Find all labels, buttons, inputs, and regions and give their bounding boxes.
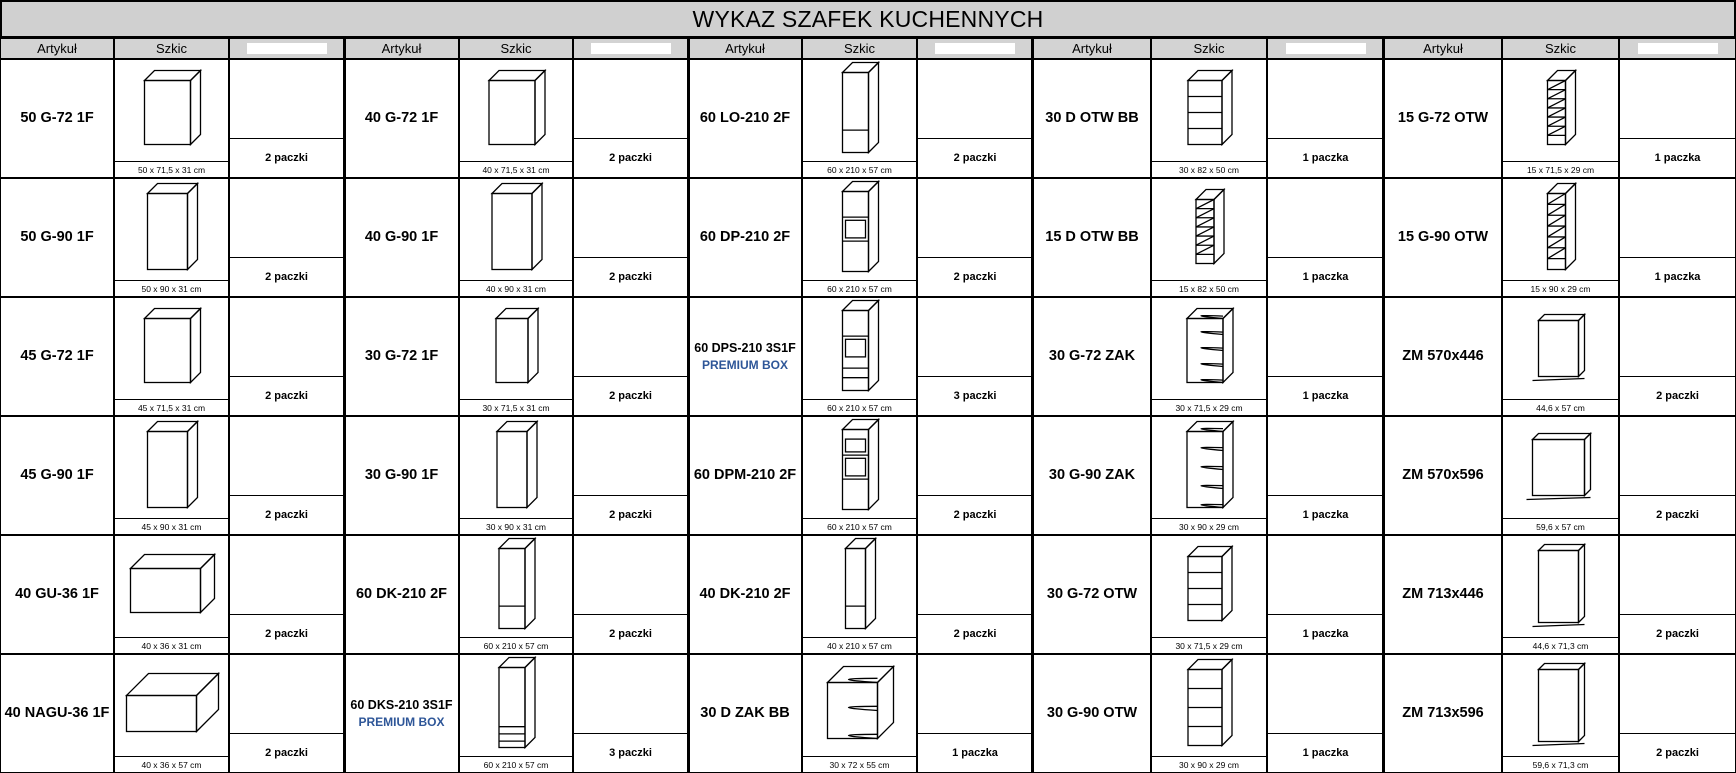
header-label: Artykuł bbox=[1423, 41, 1463, 56]
sketch-cell bbox=[459, 178, 573, 297]
article-name-cell bbox=[688, 535, 802, 654]
dimensions-label: 15 x 82 x 50 cm bbox=[1152, 280, 1266, 296]
packages-cell bbox=[1267, 178, 1384, 297]
article-name-cell bbox=[1384, 178, 1502, 297]
article-name: 60 LO-210 2F bbox=[699, 110, 791, 126]
dimensions-label: 44,6 x 57 cm bbox=[1503, 399, 1618, 415]
packages-cell bbox=[573, 535, 688, 654]
article-name-cell bbox=[688, 654, 802, 773]
sketch-cell bbox=[459, 297, 573, 416]
packages-count: 2 paczki bbox=[609, 390, 652, 402]
packages-count: 2 paczki bbox=[265, 271, 308, 283]
header-label: Szkic bbox=[843, 41, 876, 56]
article-name: 50 G-72 1F bbox=[20, 110, 94, 126]
article-name-cell bbox=[688, 178, 802, 297]
dimensions-label: 40 x 36 x 31 cm bbox=[115, 637, 228, 653]
dimensions-label: 15 x 90 x 29 cm bbox=[1503, 280, 1618, 296]
sketch-cell bbox=[459, 59, 573, 178]
article-name: 60 DKS-210 3S1F bbox=[350, 697, 453, 712]
packages-cell bbox=[229, 178, 344, 297]
header-blank-box bbox=[935, 43, 1015, 54]
packages-count: 2 paczki bbox=[609, 152, 652, 164]
article-name-cell bbox=[688, 59, 802, 178]
tall-column-2f-sketch-icon bbox=[803, 60, 917, 163]
article-name: 40 DK-210 2F bbox=[699, 586, 791, 602]
tall-column-oven-micro-sketch-icon bbox=[803, 417, 917, 520]
packages-cell bbox=[1619, 59, 1736, 178]
packages-cell bbox=[1619, 654, 1736, 773]
packages-count: 2 paczki bbox=[953, 509, 997, 521]
packages-cell bbox=[917, 654, 1033, 773]
sketch-cell bbox=[1502, 654, 1619, 773]
sketch-cell bbox=[1151, 297, 1267, 416]
packages-cell bbox=[229, 416, 344, 535]
article-name: 30 D OTW BB bbox=[1045, 110, 1139, 126]
packages-cell bbox=[229, 59, 344, 178]
wall-cabinet-sketch-icon bbox=[115, 298, 229, 401]
dimensions-label: 40 x 36 x 57 cm bbox=[115, 756, 228, 772]
packages-cell bbox=[229, 535, 344, 654]
row-separator bbox=[0, 534, 1736, 536]
dimensions-label: 59,6 x 71,3 cm bbox=[1503, 756, 1618, 772]
packages-count: 1 paczka bbox=[1654, 152, 1701, 164]
article-name: 15 G-90 OTW bbox=[1397, 229, 1489, 245]
narrow-wall-cabinet-sketch-icon bbox=[460, 298, 573, 401]
dimensions-label: 60 x 210 x 57 cm bbox=[803, 518, 916, 534]
packages-count: 2 paczki bbox=[953, 628, 997, 640]
packages-count: 2 paczki bbox=[609, 628, 652, 640]
article-name: 45 G-90 1F bbox=[20, 467, 94, 483]
packages-cell bbox=[1267, 59, 1384, 178]
dimensions-label: 60 x 210 x 57 cm bbox=[460, 637, 572, 653]
header-artykul bbox=[688, 38, 802, 59]
sketch-cell bbox=[1151, 416, 1267, 535]
packages-cell bbox=[573, 654, 688, 773]
packages-cell bbox=[917, 535, 1033, 654]
header-blank bbox=[917, 38, 1033, 59]
article-name-cell bbox=[344, 535, 459, 654]
packages-count: 2 paczki bbox=[1656, 628, 1699, 640]
packages-cell bbox=[1267, 297, 1384, 416]
header-artykul bbox=[344, 38, 459, 59]
sketch-cell bbox=[114, 297, 229, 416]
sketch-cell bbox=[114, 59, 229, 178]
article-name-cell bbox=[1033, 654, 1151, 773]
dimensions-label: 40 x 210 x 57 cm bbox=[803, 637, 916, 653]
dimensions-label: 45 x 71,5 x 31 cm bbox=[115, 399, 228, 415]
article-name: 40 G-72 1F bbox=[364, 110, 439, 126]
sketch-cell bbox=[114, 654, 229, 773]
group-separator bbox=[1031, 38, 1034, 773]
header-blank bbox=[573, 38, 688, 59]
article-name-cell bbox=[0, 535, 114, 654]
packages-cell bbox=[229, 297, 344, 416]
header-szkic bbox=[802, 38, 917, 59]
packages-count: 2 paczki bbox=[609, 271, 652, 283]
article-name: ZM 713x596 bbox=[1402, 705, 1484, 721]
article-name-cell bbox=[344, 178, 459, 297]
header-label: Artykuł bbox=[37, 41, 77, 56]
packages-cell bbox=[917, 59, 1033, 178]
dimensions-label: 40 x 71,5 x 31 cm bbox=[460, 161, 572, 177]
article-name-cell bbox=[344, 297, 459, 416]
dimensions-label: 30 x 71,5 x 29 cm bbox=[1152, 399, 1266, 415]
header-blank-box bbox=[247, 43, 327, 54]
article-name: 30 D ZAK BB bbox=[700, 705, 790, 721]
packages-count: 2 paczki bbox=[953, 152, 997, 164]
article-name: 30 G-72 OTW bbox=[1046, 586, 1138, 602]
dimensions-label: 30 x 71,5 x 29 cm bbox=[1152, 637, 1266, 653]
row-separator bbox=[0, 177, 1736, 179]
packages-cell bbox=[573, 416, 688, 535]
article-name-cell bbox=[0, 654, 114, 773]
group-separator bbox=[1382, 38, 1385, 773]
article-name: 60 DP-210 2F bbox=[699, 229, 791, 245]
header-label: Szkic bbox=[1544, 41, 1577, 56]
group-separator bbox=[687, 38, 690, 773]
panel-sketch-icon bbox=[1503, 298, 1619, 401]
packages-count: 1 paczka bbox=[1302, 509, 1349, 521]
article-name: 30 G-72 ZAK bbox=[1048, 348, 1136, 364]
article-name: 50 G-90 1F bbox=[20, 229, 94, 245]
header-szkic bbox=[1502, 38, 1619, 59]
sketch-cell bbox=[1151, 654, 1267, 773]
narrow-column-sketch-icon bbox=[803, 536, 917, 639]
tall-column-2f-sketch-icon bbox=[460, 536, 573, 639]
article-name-cell bbox=[1384, 654, 1502, 773]
curved-wall-tall-sketch-icon bbox=[1152, 417, 1267, 520]
header-blank-box bbox=[1286, 43, 1366, 54]
article-name-cell bbox=[688, 297, 802, 416]
dimensions-label: 30 x 71,5 x 31 cm bbox=[460, 399, 572, 415]
sheet-title-bar bbox=[0, 0, 1736, 38]
dimensions-label: 30 x 90 x 31 cm bbox=[460, 518, 572, 534]
packages-count: 3 paczki bbox=[953, 390, 997, 402]
article-name-cell bbox=[0, 416, 114, 535]
header-szkic bbox=[114, 38, 229, 59]
header-szkic bbox=[1151, 38, 1267, 59]
packages-cell bbox=[1619, 416, 1736, 535]
article-name-cell bbox=[1033, 59, 1151, 178]
article-name-cell bbox=[1384, 535, 1502, 654]
article-name-cell bbox=[1033, 178, 1151, 297]
sketch-cell bbox=[114, 535, 229, 654]
article-name: 40 GU-36 1F bbox=[15, 586, 99, 602]
sketch-cell bbox=[802, 654, 917, 773]
article-name: 30 G-90 ZAK bbox=[1048, 467, 1136, 483]
article-name: ZM 713x446 bbox=[1402, 586, 1484, 602]
article-name: 30 G-72 1F bbox=[364, 348, 439, 364]
packages-count: 1 paczka bbox=[1302, 628, 1349, 640]
packages-count: 1 paczka bbox=[1302, 271, 1349, 283]
sketch-cell bbox=[114, 178, 229, 297]
article-subtitle: PREMIUM BOX bbox=[701, 357, 788, 372]
sketch-cell bbox=[459, 416, 573, 535]
packages-count: 1 paczka bbox=[1302, 152, 1349, 164]
header-label: Szkic bbox=[1193, 41, 1225, 56]
article-name: ZM 570x596 bbox=[1402, 467, 1484, 483]
tall-column-oven-drawers-sketch-icon bbox=[803, 298, 917, 401]
article-name-cell bbox=[1033, 535, 1151, 654]
packages-count: 1 paczka bbox=[1302, 747, 1349, 759]
sketch-cell bbox=[1502, 297, 1619, 416]
open-shelf-tall-sketch-icon bbox=[1152, 655, 1267, 758]
tall-wall-cabinet-sketch-icon bbox=[115, 417, 229, 520]
packages-cell bbox=[1267, 654, 1384, 773]
article-name: 40 NAGU-36 1F bbox=[4, 705, 110, 721]
panel-tall-sketch-icon bbox=[1503, 536, 1619, 639]
header-szkic bbox=[459, 38, 573, 59]
sketch-cell bbox=[802, 178, 917, 297]
article-name-cell bbox=[0, 178, 114, 297]
article-name-cell bbox=[1033, 416, 1151, 535]
low-box-sketch-icon bbox=[115, 536, 229, 639]
sketch-cell bbox=[802, 535, 917, 654]
sketch-cell bbox=[1151, 178, 1267, 297]
article-name: 15 G-72 OTW bbox=[1397, 110, 1489, 126]
sketch-cell bbox=[1151, 535, 1267, 654]
packages-cell bbox=[917, 416, 1033, 535]
article-subtitle: PREMIUM BOX bbox=[358, 714, 445, 729]
article-name: 30 G-90 OTW bbox=[1046, 705, 1138, 721]
dimensions-label: 30 x 90 x 29 cm bbox=[1152, 518, 1266, 534]
dimensions-label: 30 x 82 x 50 cm bbox=[1152, 161, 1266, 177]
packages-count: 1 paczka bbox=[1654, 271, 1701, 283]
header-blank bbox=[229, 38, 344, 59]
group-separator bbox=[343, 38, 346, 773]
dimensions-label: 15 x 71,5 x 29 cm bbox=[1503, 161, 1618, 177]
header-label: Artykuł bbox=[725, 41, 765, 56]
dimensions-label: 50 x 90 x 31 cm bbox=[115, 280, 228, 296]
packages-count: 1 paczka bbox=[952, 747, 998, 759]
packages-count: 2 paczki bbox=[953, 271, 997, 283]
sketch-cell bbox=[802, 59, 917, 178]
open-shelf-narrow-sketch-icon bbox=[1152, 179, 1267, 282]
packages-count: 2 paczki bbox=[265, 152, 308, 164]
dimensions-label: 40 x 90 x 31 cm bbox=[460, 280, 572, 296]
panel-tall-sketch-icon bbox=[1503, 655, 1619, 758]
curved-wall-sketch-icon bbox=[1152, 298, 1267, 401]
row-separator bbox=[0, 653, 1736, 655]
header-label: Artykuł bbox=[381, 41, 422, 56]
article-name-cell bbox=[344, 416, 459, 535]
dimensions-label: 45 x 90 x 31 cm bbox=[115, 518, 228, 534]
packages-count: 1 paczka bbox=[1302, 390, 1349, 402]
sketch-cell bbox=[802, 416, 917, 535]
header-blank bbox=[1619, 38, 1736, 59]
packages-count: 2 paczki bbox=[609, 509, 652, 521]
wall-cabinet-sketch-icon bbox=[460, 60, 573, 163]
header-artykul bbox=[1384, 38, 1502, 59]
header-label: Szkic bbox=[500, 41, 532, 56]
dimensions-label: 60 x 210 x 57 cm bbox=[803, 280, 916, 296]
curved-end-base-sketch-icon bbox=[803, 655, 917, 758]
article-name-cell bbox=[344, 59, 459, 178]
open-shelf-sketch-icon bbox=[1152, 60, 1267, 163]
article-name: 45 G-72 1F bbox=[20, 348, 94, 364]
packages-count: 2 paczki bbox=[1656, 390, 1699, 402]
tall-column-drawers-sketch-icon bbox=[460, 655, 573, 758]
dimensions-label: 30 x 90 x 29 cm bbox=[1152, 756, 1266, 772]
packages-cell bbox=[1267, 416, 1384, 535]
packages-count: 2 paczki bbox=[265, 628, 308, 640]
dimensions-label: 60 x 210 x 57 cm bbox=[460, 756, 572, 772]
wall-cabinet-sketch-icon bbox=[115, 60, 229, 163]
article-name: 40 G-90 1F bbox=[364, 229, 439, 245]
tall-wall-cabinet-sketch-icon bbox=[115, 179, 229, 282]
article-name-cell bbox=[0, 297, 114, 416]
dimensions-label: 59,6 x 57 cm bbox=[1503, 518, 1618, 534]
sketch-cell bbox=[1502, 535, 1619, 654]
packages-cell bbox=[573, 178, 688, 297]
packages-cell bbox=[1267, 535, 1384, 654]
open-shelf-narrow-tall-sketch-icon bbox=[1503, 179, 1619, 282]
sheet-title: WYKAZ SZAFEK KUCHENNYCH bbox=[692, 5, 1044, 32]
packages-count: 2 paczki bbox=[1656, 747, 1699, 759]
packages-count: 2 paczki bbox=[265, 509, 308, 521]
header-blank-box bbox=[591, 43, 671, 54]
packages-count: 2 paczki bbox=[265, 747, 308, 759]
dimensions-label: 50 x 71,5 x 31 cm bbox=[115, 161, 228, 177]
dimensions-label: 30 x 72 x 55 cm bbox=[803, 756, 916, 772]
open-shelf-narrow-sketch-icon bbox=[1503, 60, 1619, 163]
article-name-cell bbox=[1384, 297, 1502, 416]
article-name-cell bbox=[1033, 297, 1151, 416]
packages-cell bbox=[573, 59, 688, 178]
dimensions-label: 44,6 x 71,3 cm bbox=[1503, 637, 1618, 653]
deep-box-sketch-icon bbox=[115, 655, 229, 758]
article-name: 60 DK-210 2F bbox=[355, 586, 448, 602]
article-name: ZM 570x446 bbox=[1402, 348, 1484, 364]
article-name: 60 DPM-210 2F bbox=[693, 467, 797, 483]
packages-count: 2 paczki bbox=[265, 390, 308, 402]
header-blank-box bbox=[1638, 43, 1718, 54]
packages-cell bbox=[1619, 535, 1736, 654]
sketch-cell bbox=[1502, 59, 1619, 178]
packages-cell bbox=[1619, 297, 1736, 416]
header-label: Szkic bbox=[155, 41, 188, 56]
row-separator bbox=[0, 415, 1736, 417]
article-name-cell bbox=[1384, 59, 1502, 178]
article-name: 30 G-90 1F bbox=[364, 467, 439, 483]
header-label: Artykuł bbox=[1072, 41, 1112, 56]
dimensions-label: 60 x 210 x 57 cm bbox=[803, 161, 916, 177]
article-name: 60 DPS-210 3S1F bbox=[694, 340, 796, 355]
packages-cell bbox=[917, 178, 1033, 297]
sketch-cell bbox=[1502, 416, 1619, 535]
dimensions-label: 60 x 210 x 57 cm bbox=[803, 399, 916, 415]
sketch-cell bbox=[1151, 59, 1267, 178]
packages-cell bbox=[229, 654, 344, 773]
packages-cell bbox=[573, 297, 688, 416]
packages-cell bbox=[1619, 178, 1736, 297]
sketch-cell bbox=[1502, 178, 1619, 297]
row-separator bbox=[0, 296, 1736, 298]
sketch-cell bbox=[802, 297, 917, 416]
sketch-cell bbox=[114, 416, 229, 535]
article-name-cell bbox=[688, 416, 802, 535]
open-shelf-sketch-icon bbox=[1152, 536, 1267, 639]
narrow-tall-cabinet-sketch-icon bbox=[460, 417, 573, 520]
tall-wall-cabinet-sketch-icon bbox=[460, 179, 573, 282]
article-name-cell bbox=[1384, 416, 1502, 535]
sketch-cell bbox=[459, 535, 573, 654]
header-artykul bbox=[0, 38, 114, 59]
header-artykul bbox=[1033, 38, 1151, 59]
packages-count: 3 paczki bbox=[609, 747, 652, 759]
article-name: 15 D OTW BB bbox=[1045, 229, 1139, 245]
tall-column-oven-sketch-icon bbox=[803, 179, 917, 282]
panel-wide-sketch-icon bbox=[1503, 417, 1619, 520]
article-name-cell bbox=[0, 59, 114, 178]
packages-count: 2 paczki bbox=[1656, 509, 1699, 521]
packages-cell bbox=[917, 297, 1033, 416]
article-name-cell bbox=[344, 654, 459, 773]
sketch-cell bbox=[459, 654, 573, 773]
header-blank bbox=[1267, 38, 1384, 59]
